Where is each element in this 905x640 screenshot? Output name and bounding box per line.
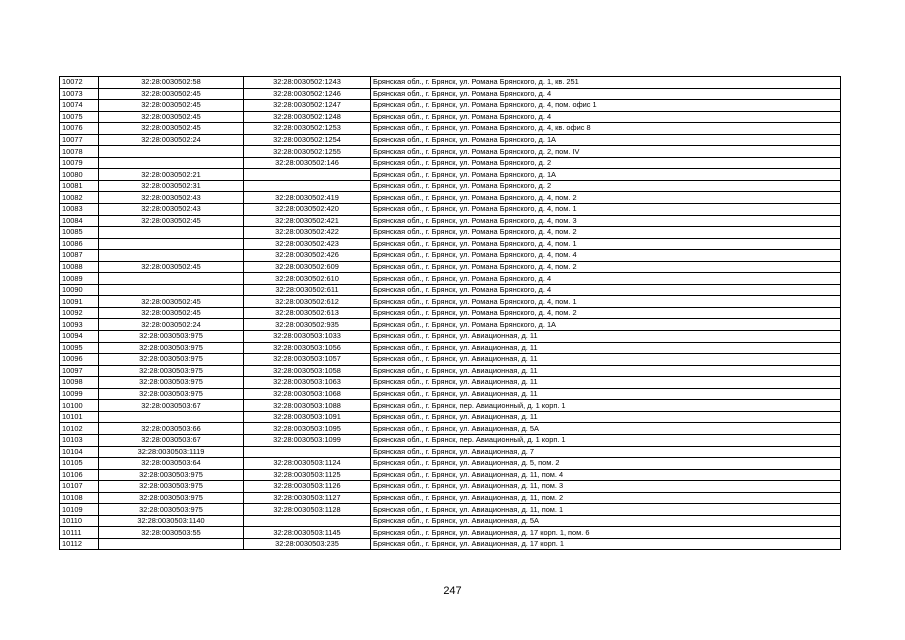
row-number-cell: 10080: [60, 169, 99, 181]
address-cell: Брянская обл., г. Брянск, ул. Романа Брянского, д. 1А: [371, 169, 841, 181]
table-row: [60, 192, 841, 204]
address-cell: Брянская обл., г. Брянск, ул. Романа Брянского, д. 4, кв. офис 8: [371, 123, 841, 135]
address-cell: Брянская обл., г. Брянск, ул. Романа Брянского, д. 4, пом. 1: [371, 238, 841, 250]
object-cadastral-number-cell: 32:28:0030502:612: [244, 296, 371, 308]
land-cadastral-number-cell: 32:28:0030503:975: [99, 342, 244, 354]
land-cadastral-number-cell: 32:28:0030503:975: [99, 354, 244, 366]
address-cell: Брянская обл., г. Брянск, ул. Романа Брянского, д. 1А: [371, 134, 841, 146]
table-row: [60, 146, 841, 158]
land-cadastral-number-cell: [99, 227, 244, 239]
table-row: [60, 504, 841, 516]
address-cell: Брянская обл., г. Брянск, ул. Романа Брянского, д. 4, пом. 3: [371, 215, 841, 227]
table-row: [60, 319, 841, 331]
land-cadastral-number-cell: 32:28:0030503:67: [99, 434, 244, 446]
object-cadastral-number-cell: 32:28:0030503:1056: [244, 342, 371, 354]
row-number-cell: 10104: [60, 446, 99, 458]
address-cell: Брянская обл., г. Брянск, ул. Романа Брянского, д. 2: [371, 180, 841, 192]
land-cadastral-number-cell: 32:28:0030503:67: [99, 400, 244, 412]
land-cadastral-number-cell: 32:28:0030502:21: [99, 169, 244, 181]
land-cadastral-number-cell: [99, 273, 244, 285]
row-number-cell: 10094: [60, 331, 99, 343]
table-row: [60, 492, 841, 504]
row-number-cell: 10085: [60, 227, 99, 239]
object-cadastral-number-cell: 32:28:0030503:1099: [244, 434, 371, 446]
object-cadastral-number-cell: 32:28:0030502:610: [244, 273, 371, 285]
land-cadastral-number-cell: 32:28:0030503:1119: [99, 446, 244, 458]
table-row: [60, 296, 841, 308]
table-row: [60, 261, 841, 273]
address-cell: Брянская обл., г. Брянск, ул. Романа Брянского, д. 4, пом. 4: [371, 250, 841, 262]
address-cell: Брянская обл., г. Брянск, ул. Авиационная, д. 5А: [371, 515, 841, 527]
row-number-cell: 10088: [60, 261, 99, 273]
object-cadastral-number-cell: 32:28:0030503:1124: [244, 458, 371, 470]
object-cadastral-number-cell: 32:28:0030502:1253: [244, 123, 371, 135]
row-number-cell: 10093: [60, 319, 99, 331]
address-cell: Брянская обл., г. Брянск, ул. Романа Брянского, д. 1, кв. 251: [371, 77, 841, 89]
row-number-cell: 10103: [60, 434, 99, 446]
object-cadastral-number-cell: 32:28:0030503:1091: [244, 411, 371, 423]
address-cell: Брянская обл., г. Брянск, ул. Авиационная, д. 11, пом. 4: [371, 469, 841, 481]
row-number-cell: 10111: [60, 527, 99, 539]
land-cadastral-number-cell: 32:28:0030502:31: [99, 180, 244, 192]
address-cell: Брянская обл., г. Брянск, ул. Авиационная, д. 5А: [371, 423, 841, 435]
object-cadastral-number-cell: 32:28:0030503:1095: [244, 423, 371, 435]
land-cadastral-number-cell: [99, 146, 244, 158]
address-cell: Брянская обл., г. Брянск, ул. Романа Брянского, д. 4: [371, 284, 841, 296]
address-cell: Брянская обл., г. Брянск, ул. Авиационная, д. 11, пом. 3: [371, 481, 841, 493]
object-cadastral-number-cell: 32:28:0030502:1248: [244, 111, 371, 123]
address-cell: Брянская обл., г. Брянск, ул. Авиационная, д. 17 корп. 1, пом. 6: [371, 527, 841, 539]
address-cell: Брянская обл., г. Брянск, пер. Авиационный, д. 1 корп. 1: [371, 400, 841, 412]
object-cadastral-number-cell: 32:28:0030502:609: [244, 261, 371, 273]
land-cadastral-number-cell: 32:28:0030503:975: [99, 377, 244, 389]
land-cadastral-number-cell: 32:28:0030502:24: [99, 134, 244, 146]
object-cadastral-number-cell: 32:28:0030502:419: [244, 192, 371, 204]
address-cell: Брянская обл., г. Брянск, ул. Авиационная, д. 11: [371, 411, 841, 423]
address-cell: Брянская обл., г. Брянск, ул. Романа Брянского, д. 2: [371, 157, 841, 169]
table-row: [60, 446, 841, 458]
row-number-cell: 10110: [60, 515, 99, 527]
table-row: [60, 111, 841, 123]
property-table: [59, 76, 841, 550]
row-number-cell: 10095: [60, 342, 99, 354]
address-cell: Брянская обл., г. Брянск, ул. Романа Брянского, д. 4, пом. 2: [371, 192, 841, 204]
land-cadastral-number-cell: 32:28:0030503:55: [99, 527, 244, 539]
address-cell: Брянская обл., г. Брянск, пер. Авиационный, д. 1 корп. 1: [371, 434, 841, 446]
row-number-cell: 10074: [60, 100, 99, 112]
address-cell: Брянская обл., г. Брянск, ул. Авиационная, д. 11: [371, 331, 841, 343]
table-row: [60, 157, 841, 169]
address-cell: Брянская обл., г. Брянск, ул. Романа Брянского, д. 4, пом. офис 1: [371, 100, 841, 112]
address-cell: Брянская обл., г. Брянск, ул. Авиационная, д. 11: [371, 377, 841, 389]
address-cell: Брянская обл., г. Брянск, ул. Авиационная, д. 11: [371, 365, 841, 377]
table-row: [60, 411, 841, 423]
land-cadastral-number-cell: 32:28:0030502:45: [99, 88, 244, 100]
object-cadastral-number-cell: 32:28:0030503:1063: [244, 377, 371, 389]
land-cadastral-number-cell: 32:28:0030502:45: [99, 100, 244, 112]
table-row: [60, 284, 841, 296]
land-cadastral-number-cell: 32:28:0030503:975: [99, 365, 244, 377]
table-row: [60, 354, 841, 366]
row-number-cell: 10105: [60, 458, 99, 470]
object-cadastral-number-cell: 32:28:0030503:1058: [244, 365, 371, 377]
land-cadastral-number-cell: 32:28:0030502:58: [99, 77, 244, 89]
object-cadastral-number-cell: 32:28:0030502:423: [244, 238, 371, 250]
object-cadastral-number-cell: 32:28:0030503:1127: [244, 492, 371, 504]
object-cadastral-number-cell: 32:28:0030503:1125: [244, 469, 371, 481]
row-number-cell: 10081: [60, 180, 99, 192]
row-number-cell: 10098: [60, 377, 99, 389]
object-cadastral-number-cell: 32:28:0030503:1088: [244, 400, 371, 412]
row-number-cell: 10082: [60, 192, 99, 204]
land-cadastral-number-cell: [99, 538, 244, 550]
table-row: [60, 331, 841, 343]
object-cadastral-number-cell: 32:28:0030503:235: [244, 538, 371, 550]
row-number-cell: 10112: [60, 538, 99, 550]
page-number: 247: [443, 585, 462, 597]
object-cadastral-number-cell: 32:28:0030502:420: [244, 204, 371, 216]
row-number-cell: 10083: [60, 204, 99, 216]
land-cadastral-number-cell: 32:28:0030502:45: [99, 261, 244, 273]
table-row: [60, 527, 841, 539]
table-row: [60, 169, 841, 181]
object-cadastral-number-cell: 32:28:0030502:422: [244, 227, 371, 239]
table-row: [60, 273, 841, 285]
object-cadastral-number-cell: 32:28:0030502:1247: [244, 100, 371, 112]
object-cadastral-number-cell: 32:28:0030503:1145: [244, 527, 371, 539]
land-cadastral-number-cell: 32:28:0030503:975: [99, 331, 244, 343]
object-cadastral-number-cell: 32:28:0030503:1057: [244, 354, 371, 366]
address-cell: Брянская обл., г. Брянск, ул. Авиационная, д. 11, пом. 2: [371, 492, 841, 504]
address-cell: Брянская обл., г. Брянск, ул. Авиационная, д. 11: [371, 388, 841, 400]
table-row: [60, 388, 841, 400]
object-cadastral-number-cell: 32:28:0030502:426: [244, 250, 371, 262]
address-cell: Брянская обл., г. Брянск, ул. Авиационная, д. 5, пом. 2: [371, 458, 841, 470]
row-number-cell: 10077: [60, 134, 99, 146]
table-row: [60, 123, 841, 135]
row-number-cell: 10106: [60, 469, 99, 481]
land-cadastral-number-cell: 32:28:0030503:975: [99, 481, 244, 493]
table-row: [60, 134, 841, 146]
table-row: [60, 204, 841, 216]
address-cell: Брянская обл., г. Брянск, ул. Романа Брянского, д. 4: [371, 111, 841, 123]
address-cell: Брянская обл., г. Брянск, ул. Авиационная, д. 17 корп. 1: [371, 538, 841, 550]
row-number-cell: 10107: [60, 481, 99, 493]
address-cell: Брянская обл., г. Брянск, ул. Романа Брянского, д. 4, пом. 1: [371, 296, 841, 308]
object-cadastral-number-cell: 32:28:0030502:1246: [244, 88, 371, 100]
address-cell: Брянская обл., г. Брянск, ул. Романа Брянского, д. 4: [371, 88, 841, 100]
land-cadastral-number-cell: [99, 411, 244, 423]
land-cadastral-number-cell: [99, 157, 244, 169]
land-cadastral-number-cell: 32:28:0030502:45: [99, 307, 244, 319]
row-number-cell: 10086: [60, 238, 99, 250]
table-row: [60, 250, 841, 262]
land-cadastral-number-cell: 32:28:0030502:43: [99, 192, 244, 204]
table-row: [60, 307, 841, 319]
address-cell: Брянская обл., г. Брянск, ул. Романа Брянского, д. 2, пом. IV: [371, 146, 841, 158]
address-cell: Брянская обл., г. Брянск, ул. Авиационная, д. 11: [371, 354, 841, 366]
row-number-cell: 10084: [60, 215, 99, 227]
row-number-cell: 10101: [60, 411, 99, 423]
object-cadastral-number-cell: [244, 446, 371, 458]
row-number-cell: 10092: [60, 307, 99, 319]
object-cadastral-number-cell: [244, 180, 371, 192]
row-number-cell: 10075: [60, 111, 99, 123]
object-cadastral-number-cell: 32:28:0030502:1254: [244, 134, 371, 146]
land-cadastral-number-cell: 32:28:0030503:975: [99, 469, 244, 481]
row-number-cell: 10087: [60, 250, 99, 262]
object-cadastral-number-cell: 32:28:0030502:1255: [244, 146, 371, 158]
land-cadastral-number-cell: 32:28:0030503:64: [99, 458, 244, 470]
object-cadastral-number-cell: 32:28:0030503:1033: [244, 331, 371, 343]
land-cadastral-number-cell: 32:28:0030502:24: [99, 319, 244, 331]
object-cadastral-number-cell: 32:28:0030503:1068: [244, 388, 371, 400]
table-row: [60, 100, 841, 112]
table-row: [60, 88, 841, 100]
row-number-cell: 10109: [60, 504, 99, 516]
address-cell: Брянская обл., г. Брянск, ул. Романа Брянского, д. 4, пом. 2: [371, 227, 841, 239]
object-cadastral-number-cell: 32:28:0030503:1128: [244, 504, 371, 516]
table-row: [60, 377, 841, 389]
row-number-cell: 10108: [60, 492, 99, 504]
land-cadastral-number-cell: 32:28:0030502:45: [99, 123, 244, 135]
table-row: [60, 215, 841, 227]
table-body: [60, 77, 841, 550]
table-row: [60, 227, 841, 239]
address-cell: Брянская обл., г. Брянск, ул. Романа Брянского, д. 4, пом. 1: [371, 204, 841, 216]
row-number-cell: 10076: [60, 123, 99, 135]
table-row: [60, 400, 841, 412]
address-cell: Брянская обл., г. Брянск, ул. Авиационная, д. 11, пом. 1: [371, 504, 841, 516]
table-row: [60, 538, 841, 550]
row-number-cell: 10089: [60, 273, 99, 285]
land-cadastral-number-cell: 32:28:0030503:975: [99, 388, 244, 400]
table-row: [60, 481, 841, 493]
object-cadastral-number-cell: [244, 169, 371, 181]
land-cadastral-number-cell: [99, 284, 244, 296]
land-cadastral-number-cell: 32:28:0030503:1140: [99, 515, 244, 527]
object-cadastral-number-cell: 32:28:0030503:1126: [244, 481, 371, 493]
land-cadastral-number-cell: 32:28:0030502:43: [99, 204, 244, 216]
row-number-cell: 10078: [60, 146, 99, 158]
row-number-cell: 10097: [60, 365, 99, 377]
address-cell: Брянская обл., г. Брянск, ул. Романа Брянского, д. 1А: [371, 319, 841, 331]
table-row: [60, 342, 841, 354]
row-number-cell: 10099: [60, 388, 99, 400]
land-cadastral-number-cell: 32:28:0030503:975: [99, 492, 244, 504]
land-cadastral-number-cell: [99, 250, 244, 262]
row-number-cell: 10096: [60, 354, 99, 366]
object-cadastral-number-cell: [244, 515, 371, 527]
address-cell: Брянская обл., г. Брянск, ул. Авиационная, д. 7: [371, 446, 841, 458]
object-cadastral-number-cell: 32:28:0030502:421: [244, 215, 371, 227]
table-row: [60, 238, 841, 250]
object-cadastral-number-cell: 32:28:0030502:613: [244, 307, 371, 319]
table-row: [60, 515, 841, 527]
object-cadastral-number-cell: 32:28:0030502:935: [244, 319, 371, 331]
table-row: [60, 458, 841, 470]
table-row: [60, 180, 841, 192]
row-number-cell: 10100: [60, 400, 99, 412]
table-row: [60, 434, 841, 446]
object-cadastral-number-cell: 32:28:0030502:1243: [244, 77, 371, 89]
row-number-cell: 10073: [60, 88, 99, 100]
row-number-cell: 10072: [60, 77, 99, 89]
address-cell: Брянская обл., г. Брянск, ул. Романа Брянского, д. 4, пом. 2: [371, 261, 841, 273]
table-row: [60, 77, 841, 89]
table-row: [60, 365, 841, 377]
address-cell: Брянская обл., г. Брянск, ул. Авиационная, д. 11: [371, 342, 841, 354]
address-cell: Брянская обл., г. Брянск, ул. Романа Брянского, д. 4: [371, 273, 841, 285]
address-cell: Брянская обл., г. Брянск, ул. Романа Брянского, д. 4, пом. 2: [371, 307, 841, 319]
row-number-cell: 10091: [60, 296, 99, 308]
row-number-cell: 10102: [60, 423, 99, 435]
land-cadastral-number-cell: [99, 238, 244, 250]
table-row: [60, 469, 841, 481]
table-row: [60, 423, 841, 435]
row-number-cell: 10090: [60, 284, 99, 296]
object-cadastral-number-cell: 32:28:0030502:146: [244, 157, 371, 169]
land-cadastral-number-cell: 32:28:0030502:45: [99, 111, 244, 123]
row-number-cell: 10079: [60, 157, 99, 169]
land-cadastral-number-cell: 32:28:0030503:975: [99, 504, 244, 516]
land-cadastral-number-cell: 32:28:0030503:66: [99, 423, 244, 435]
land-cadastral-number-cell: 32:28:0030502:45: [99, 296, 244, 308]
land-cadastral-number-cell: 32:28:0030502:45: [99, 215, 244, 227]
object-cadastral-number-cell: 32:28:0030502:611: [244, 284, 371, 296]
